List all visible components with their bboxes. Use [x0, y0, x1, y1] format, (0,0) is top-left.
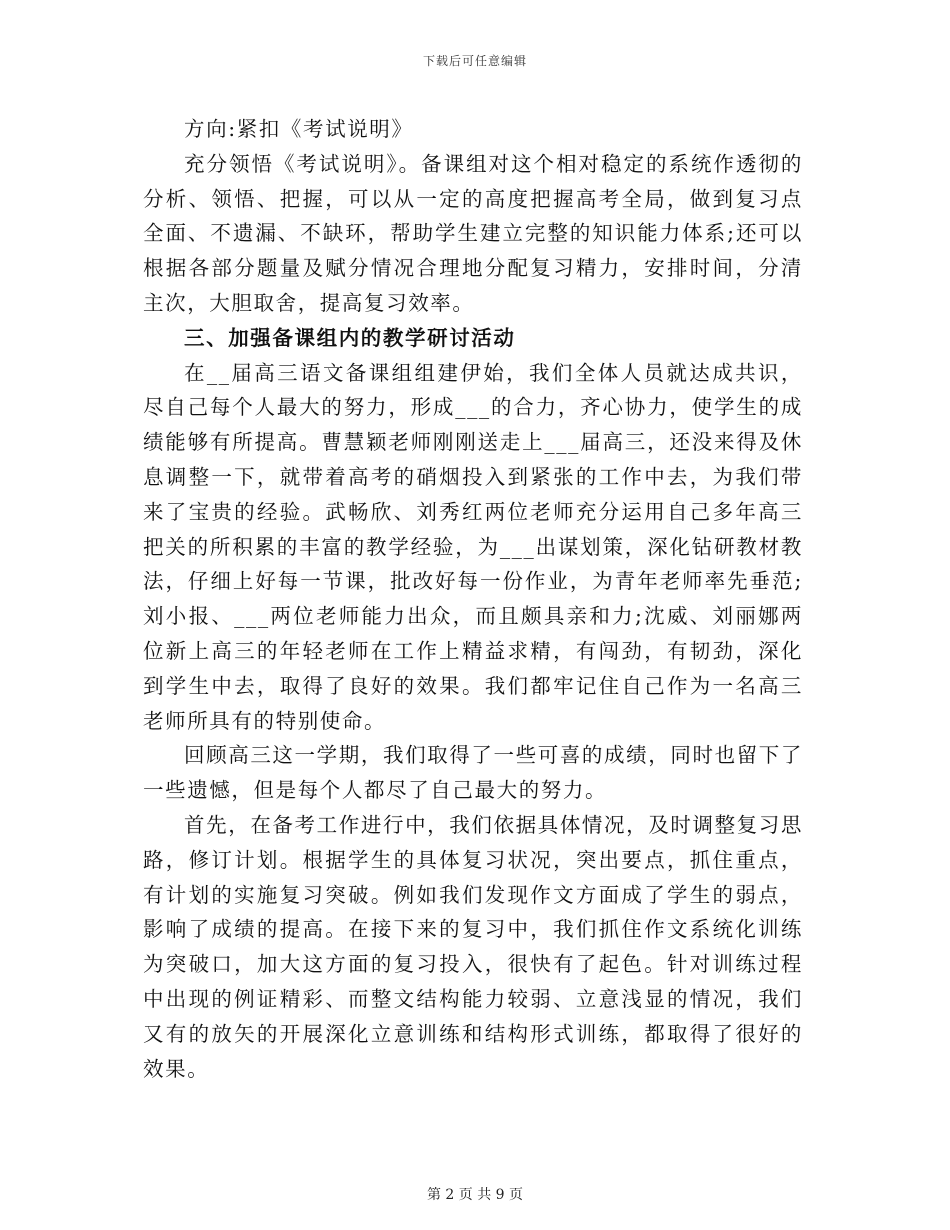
paragraph-first: 首先，在备考工作进行中，我们依据具体情况，及时调整复习思路，修订计划。根据学生的具体复习状况，突出要点，抓住重点，有计划的实施复习突破。例如我们发现作文方面成了学生的弱点，影响了成绩的提高。在接下来的复习中，我们抓住作文系统化训练为突破口，加大这方面的复习投入，很快有了起色。针对训练过程中出现的例证精彩、而整文结构能力较弱、立意浅显的情况，我们又有的放矢的开展深化立意训练和结构形式训练，都取得了很好的效果。 [143, 812, 803, 1081]
section-heading: 三、加强备课组内的教学研讨活动 [184, 325, 516, 350]
paragraph-direction: 方向:紧扣《考试说明》 [184, 117, 414, 141]
paragraph-exam-guide: 充分领悟《考试说明》。备课组对这个相对稳定的系统作透彻的分析、领悟、把握，可以从一定的高度把握高考全局，做到复习点全面、不遗漏、不缺环，帮助学生建立完整的知识能力体系;还可以根据各部分题量及赋分情况合理地分配复习精力，安排时间，分清主次，大胆取舍，提高复习效率。 [143, 151, 803, 315]
document-body [143, 112, 803, 1086]
paragraph-review: 回顾高三这一学期，我们取得了一些可喜的成绩，同时也留下了一些遗憾，但是每个人都尽了自己最大的努力。 [143, 743, 803, 803]
paragraph-team: 在__届高三语文备课组组建伊始，我们全体人员就达成共识，尽自己每个人最大的努力，形成___的合力，齐心协力，使学生的成绩能够有所提高。曹慧颖老师刚刚送走上___届高三，还没来得及休息调整一下，就带着高考的硝烟投入到紧张的工作中去，为我们带来了宝贵的经验。武畅欣、刘秀红两位老师充分运用自己多年高三把关的所积累的丰富的教学经验，为___出谋划策，深化钻研教材教法，仔细上好每一节课，批改好每一份作业，为青年老师率先垂范;刘小报、___两位老师能力出众，而且颇具亲和力;沈威、刘丽娜两位新上高三的年轻老师在工作上精益求精，有闯劲，有韧劲，深化到学生中去，取得了良好的效果。我们都牢记住自己作为一名高三老师所具有的特别使命。 [143, 360, 803, 733]
page-footer: 第 2 页 共 9 页 [426, 1187, 524, 1203]
page-header: 下载后可任意编辑 [422, 54, 527, 68]
